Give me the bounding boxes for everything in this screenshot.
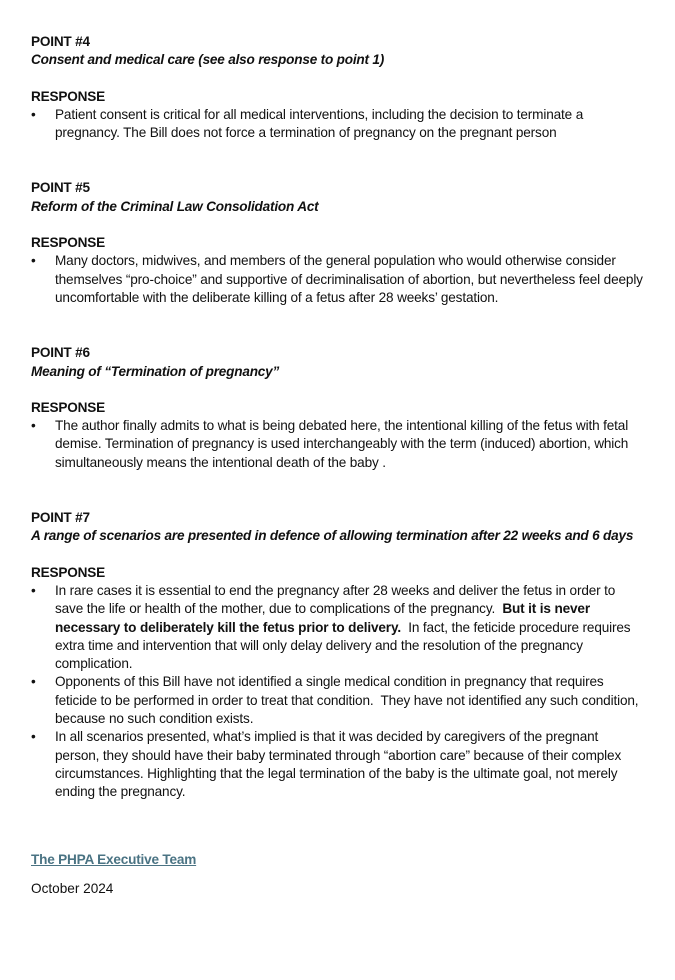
point-title: A range of scenarios are presented in defence of allowing termination after 22 weeks and 6 days bbox=[31, 528, 634, 544]
response-list bbox=[31, 106, 645, 143]
bullet-text: Opponents of this Bill have not identified a single medical condition in pregnancy that requires feticide to be performed in order to treat that condition. They have not identified any such condition, because no such condition exists. bbox=[55, 674, 639, 727]
bullet-icon: • bbox=[31, 582, 36, 598]
list-item bbox=[31, 252, 645, 307]
bullet-icon: • bbox=[31, 674, 36, 690]
bullet-text: Many doctors, midwives, and members of the general population who would otherwise consider themselves “pro-choice” and supportive of decriminalisation of abortion, but nevertheless feel deeply uncomfortable with the deliberate killing of a fetus after 28 weeks’ gestation. bbox=[55, 253, 643, 305]
point-6-section bbox=[31, 344, 645, 472]
point-label: POINT #6 bbox=[31, 345, 90, 361]
list-item bbox=[31, 673, 645, 728]
bullet-icon: • bbox=[31, 729, 36, 745]
list-item bbox=[31, 417, 645, 472]
bullet-text: The author finally admits to what is being debated here, the intentional killing of the fetus with fetal demise. Termination of pregnancy is used interchangeably with the term (induced) abortion, which simultaneously means the intentional death of the baby . bbox=[55, 418, 629, 470]
bullet-text-before: In rare cases it is essential to end the pregnancy after 28 weeks and deliver the fetus in order to save the life or health of the mother, due to complications of the pregnancy. bbox=[55, 582, 616, 617]
bullet-text: In all scenarios presented, what’s implied is that it was decided by caregivers of the pregnant person, they should have their baby terminated through “abortion care” because of their complex circumstances. Highlighting that the legal termination of the baby is the ultimate goal, not merely ending the pregnancy. bbox=[55, 729, 622, 800]
bullet-icon: • bbox=[31, 253, 36, 269]
response-label: RESPONSE bbox=[31, 564, 105, 580]
response-label: RESPONSE bbox=[31, 399, 105, 415]
bullet-text bbox=[55, 583, 630, 671]
response-list bbox=[31, 582, 645, 802]
bullet-icon: • bbox=[31, 106, 36, 122]
point-title: Meaning of “Termination of pregnancy” bbox=[31, 363, 280, 379]
response-list bbox=[31, 417, 645, 472]
bullet-text-emphasis: But it is never necessary to deliberately kill the fetus prior to delivery. bbox=[55, 601, 590, 635]
bullet-text: Patient consent is critical for all medical interventions, including the decision to terminate a pregnancy. The Bill does not force a termination of pregnancy on the pregnant person bbox=[55, 106, 584, 141]
point-title: Consent and medical care (see also response to point 1) bbox=[31, 52, 385, 68]
response-list bbox=[31, 252, 645, 307]
point-5-section bbox=[31, 179, 645, 307]
list-item bbox=[31, 582, 645, 673]
response-label: RESPONSE bbox=[31, 88, 105, 104]
point-label: POINT #4 bbox=[31, 34, 90, 49]
list-item bbox=[31, 728, 645, 801]
response-label: RESPONSE bbox=[31, 235, 105, 251]
point-label: POINT #5 bbox=[31, 180, 90, 196]
point-7-section bbox=[31, 509, 645, 801]
bullet-text-after: In fact, the feticide procedure requires extra time and intervention that will only delay delivery and the resolution of the pregnancy complication. bbox=[55, 619, 631, 672]
point-4-section bbox=[31, 33, 645, 142]
document-date: October 2024 bbox=[31, 880, 114, 896]
point-title: Reform of the Criminal Law Consolidation Act bbox=[31, 198, 319, 214]
list-item bbox=[31, 106, 645, 143]
point-label: POINT #7 bbox=[31, 510, 90, 526]
bullet-icon: • bbox=[31, 418, 36, 434]
signature-link[interactable]: The PHPA Executive Team bbox=[31, 851, 197, 867]
